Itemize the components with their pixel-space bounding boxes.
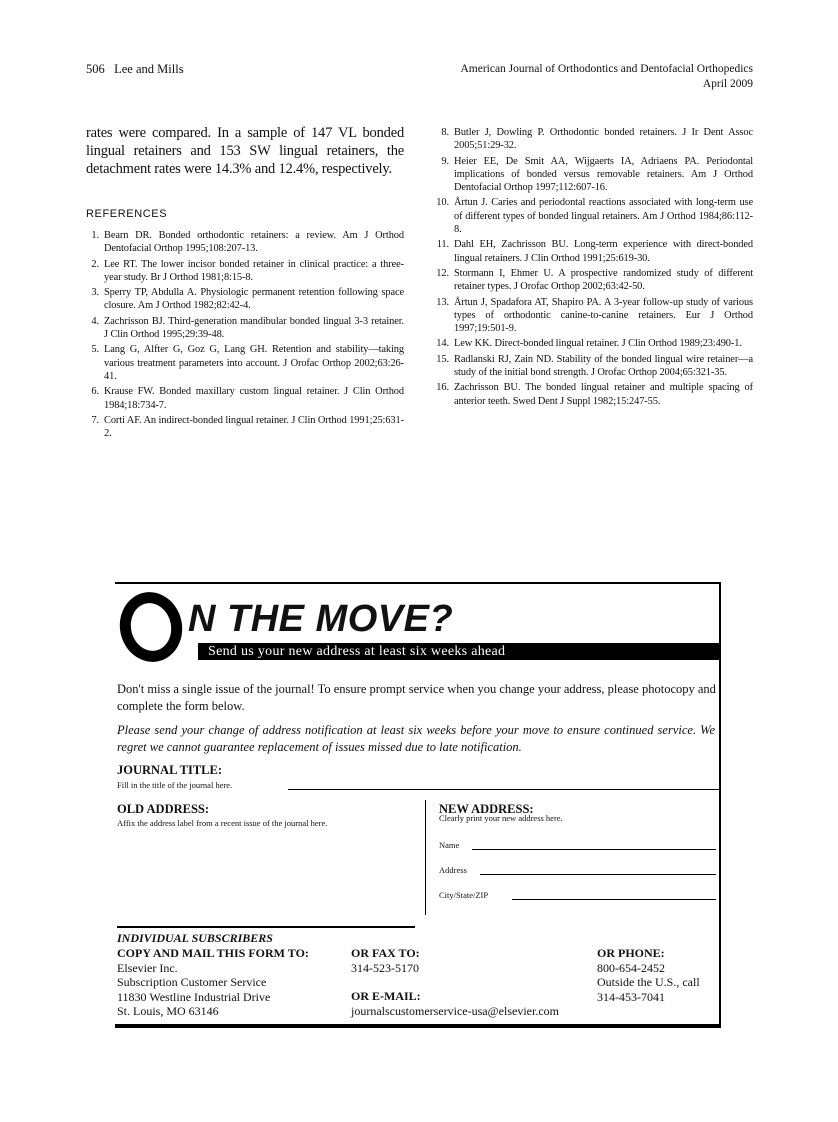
reference-item: 7. Corti AF. An indirect-bonded lingual retainer. J Clin Orthod 1991;25:631-2. (91, 414, 404, 440)
name-field-label: Name (439, 840, 460, 850)
journal-title-label: JOURNAL TITLE: (117, 763, 223, 777)
ad-notice-paragraph: Please send your change of address notification at least six weeks before your move to ensure continued service. We regret we cannot guarantee replacement of issues missed due to late notification. (117, 723, 715, 754)
ad-intro-paragraph: Don't miss a single issue of the journal! To ensure prompt service when you change your address, please photocopy and complete the form below. (117, 682, 716, 713)
reference-item: 4. Zachrisson BJ. Third-generation mandibular bonded lingual 3-3 retainer. J Clin Orthod 1995;29:39-48. (91, 315, 404, 341)
fax-heading: OR FAX TO: (351, 946, 420, 960)
journal-name: American Journal of Orthodontics and Dentofacial Orthopedics (460, 63, 753, 75)
reference-item: 14. Lew KK. Direct-bonded lingual retainer. J Clin Orthod 1989;23:490-1. (436, 338, 742, 350)
city-state-zip-field[interactable] (512, 899, 716, 900)
address-field[interactable] (480, 874, 716, 875)
ad-top-rule (115, 582, 721, 584)
phone-heading: OR PHONE: (597, 946, 665, 960)
journal-title-field[interactable] (288, 789, 719, 790)
email-address[interactable]: journalscustomerservice-usa@elsevier.com (351, 1003, 559, 1018)
reference-item: 6. Krause FW. Bonded maxillary custom lingual retainer. J Clin Orthod 1984;18:734-7. (91, 386, 404, 411)
reference-item: 3. Sperry TP, Abdulla A. Physiologic permanent retention following space closure. Am J Orthod 1982;82:42-4. (91, 287, 404, 312)
phone-column (597, 946, 700, 1004)
reference-item: 9. Heier EE, De Smit AA, Wijgaerts IA, Adriaens PA. Periodontal implications of bonded versus removable retainers. Am J Orthod Dentofacial Orthop 1997;112:607-16. (441, 155, 753, 194)
running-header-right (460, 62, 753, 92)
reference-item: 15. Radlanski RJ, Zain ND. Stability of the bonded lingual wire retainer—a study of the initial bond strength. J Orofac Orthop 2004;65:321-35. (436, 353, 753, 379)
reference-item: 10. Årtun J. Caries and periodontal reactions associated with long-term use of different types of bonded lingual retainers. Am J Orthod 1984;86:112-8. (436, 197, 753, 236)
body-paragraph: rates were compared. In a sample of 147 VL bonded lingual retainers and 153 SW lingual retainers, the detachment rates were 14.3% and 12.4%, respectively. (86, 125, 404, 177)
name-field[interactable] (472, 849, 716, 850)
reference-item: 8. Butler J, Dowling P. Orthodontic bonded retainers. J Ir Dent Assoc 2005;51:29-32. (441, 127, 753, 152)
on-the-move-title: N THE MOVE? (188, 598, 454, 640)
reference-item: 1. Bearn DR. Bonded orthodontic retainers: a review. Am J Orthod Dentofacial Orthop 1995;108:207-13. (91, 230, 404, 255)
fax-column (351, 946, 420, 975)
reference-item: 16. Zachrisson BU. The bonded lingual retainer and multiple spacing of anterior teeth. Swed Dent J Suppl 1982;15:247-55. (436, 382, 753, 407)
mail-heading: COPY AND MAIL THIS FORM TO: (117, 946, 309, 960)
new-address-label: NEW ADDRESS: (439, 802, 534, 816)
subscribers-rule (117, 926, 415, 928)
new-address-hint: Clearly print your new address here. (439, 813, 563, 823)
phone-outside-number: 314-453-7041 (597, 989, 665, 1004)
address-divider (425, 800, 426, 915)
reference-item: 5. Lang G, Alfter G, Goz G, Lang GH. Retention and stability—taking various treatment parameters into account. J Orofac Orthop 2002;63:26-41. (91, 344, 404, 382)
on-the-move-subtitle-bar: Send us your new address at least six weeks ahead (198, 643, 721, 660)
fax-number: 314-523-5170 (351, 960, 419, 975)
mail-line: Subscription Customer Service (117, 975, 267, 989)
references-list-right (436, 126, 753, 410)
reference-item: 11. Dahl EH, Zachrisson BU. Long-term experience with direct-bonded lingual retainers. J Clin Orthod 1991;25:619-30. (436, 239, 753, 264)
email-heading: OR E-MAIL: (351, 989, 421, 1003)
individual-subscribers-heading: INDIVIDUAL SUBSCRIBERS (117, 931, 273, 945)
mail-column (117, 946, 309, 1019)
old-address-hint: Affix the address label from a recent issue of the journal here. (117, 818, 328, 828)
mail-line: Elsevier Inc. (117, 960, 178, 975)
references-list-left (86, 229, 404, 442)
reference-item: 12. Stormann I, Ehmer U. A prospective randomized study of different retainer types. J Orofac Orthop 2002;63:42-50. (436, 267, 753, 293)
big-o-letter-logo (113, 586, 188, 667)
ad-bottom-rule (115, 1024, 721, 1028)
references-heading: REFERENCES (86, 208, 168, 220)
reference-item: 13. Årtun J, Spadafora AT, Shapiro PA. A 3-year follow-up study of various types of orthodontic canine-to-canine retainers. Eur J Orthod 1997;19:501-9. (436, 296, 753, 335)
mail-line: 11830 Westline Industrial Drive (117, 989, 271, 1004)
old-address-label: OLD ADDRESS: (117, 802, 210, 816)
issue-date: April 2009 (702, 78, 753, 90)
mail-line: St. Louis, MO 63146 (117, 1004, 219, 1018)
page-number: 506 (86, 62, 105, 76)
email-column (351, 989, 559, 1018)
running-header-left (86, 62, 184, 77)
address-field-label: Address (439, 865, 467, 875)
phone-number: 800-654-2452 (597, 960, 665, 975)
city-field-label: City/State/ZIP (439, 890, 489, 900)
phone-outside-label: Outside the U.S., call (597, 975, 700, 989)
authors: Lee and Mills (114, 62, 184, 76)
reference-item: 2. Lee RT. The lower incisor bonded retainer in clinical practice: a three-year study. Br J Orthod 1981;8:15-8. (91, 258, 404, 283)
journal-title-hint: Fill in the title of the journal here. (117, 780, 233, 790)
